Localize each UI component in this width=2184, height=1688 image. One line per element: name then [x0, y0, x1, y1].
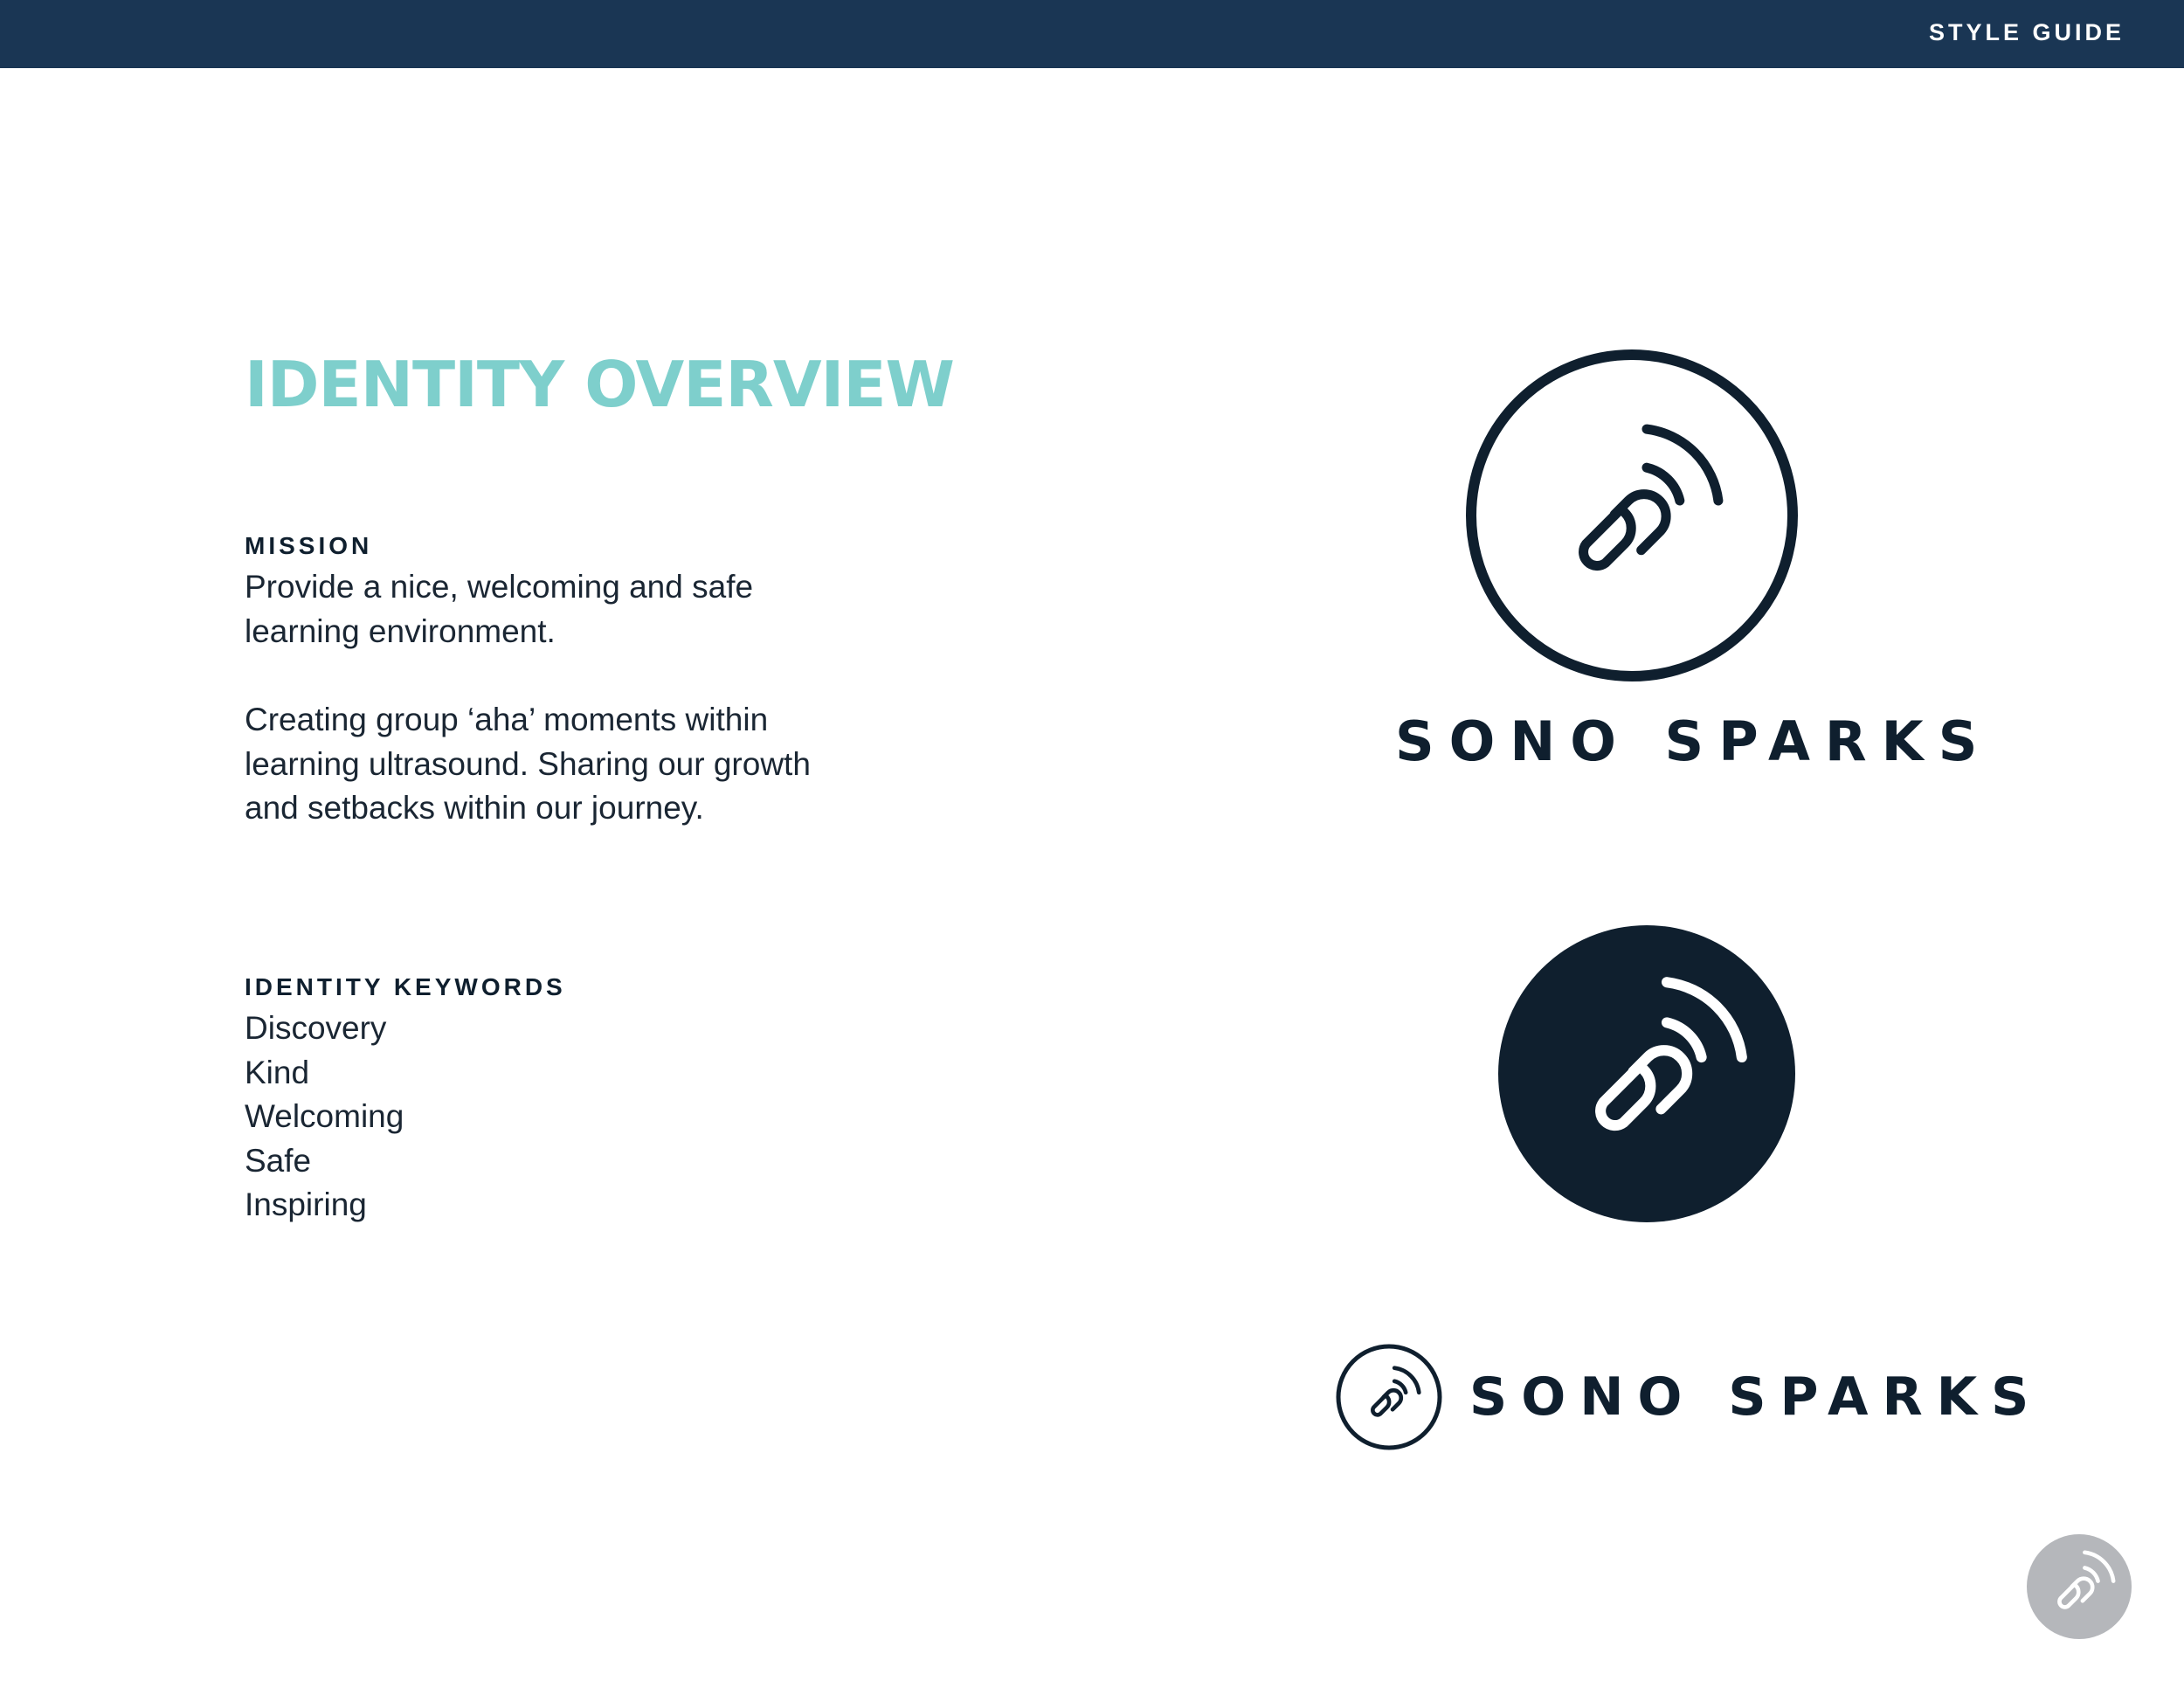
logo-gray-circle: [2027, 1534, 2132, 1639]
ultrasound-probe-signal-icon: [1372, 1368, 1419, 1415]
identity-keywords-list: [245, 1007, 404, 1228]
mission-paragraph-1: Provide a nice, welcoming and safe learning environment.: [245, 569, 754, 649]
identity-keywords-heading: IDENTITY KEYWORDS: [245, 973, 566, 1000]
page-title: IDENTITY OVERVIEW: [245, 348, 954, 421]
mission-paragraph-2: Creating group ‘aha’ moments within learning ultrasound. Sharing our growth and setbacks within our journey.: [245, 702, 811, 826]
keyword-item: Welcoming: [245, 1098, 404, 1134]
keyword-item: Safe: [245, 1142, 312, 1179]
brand-wordmark-horizontal: SONO SPARKS: [1469, 1366, 2043, 1428]
keyword-item: Inspiring: [245, 1186, 367, 1222]
primary-logo-mark: [1464, 348, 1800, 683]
horizontal-logo-mark: [1335, 1343, 1443, 1451]
inverse-logo-mark: [1497, 924, 1796, 1223]
style-guide-label: STYLE GUIDE: [1928, 19, 2125, 45]
top-bar: [0, 0, 2184, 68]
keyword-item: Discovery: [245, 1010, 387, 1046]
ultrasound-probe-signal-icon: [1584, 429, 1718, 565]
keyword-item: Kind: [245, 1054, 310, 1090]
gray-badge-logo-mark: [2026, 1533, 2132, 1640]
brand-wordmark: SONO SPARKS: [1395, 709, 1993, 773]
mission-heading: MISSION: [245, 532, 373, 559]
